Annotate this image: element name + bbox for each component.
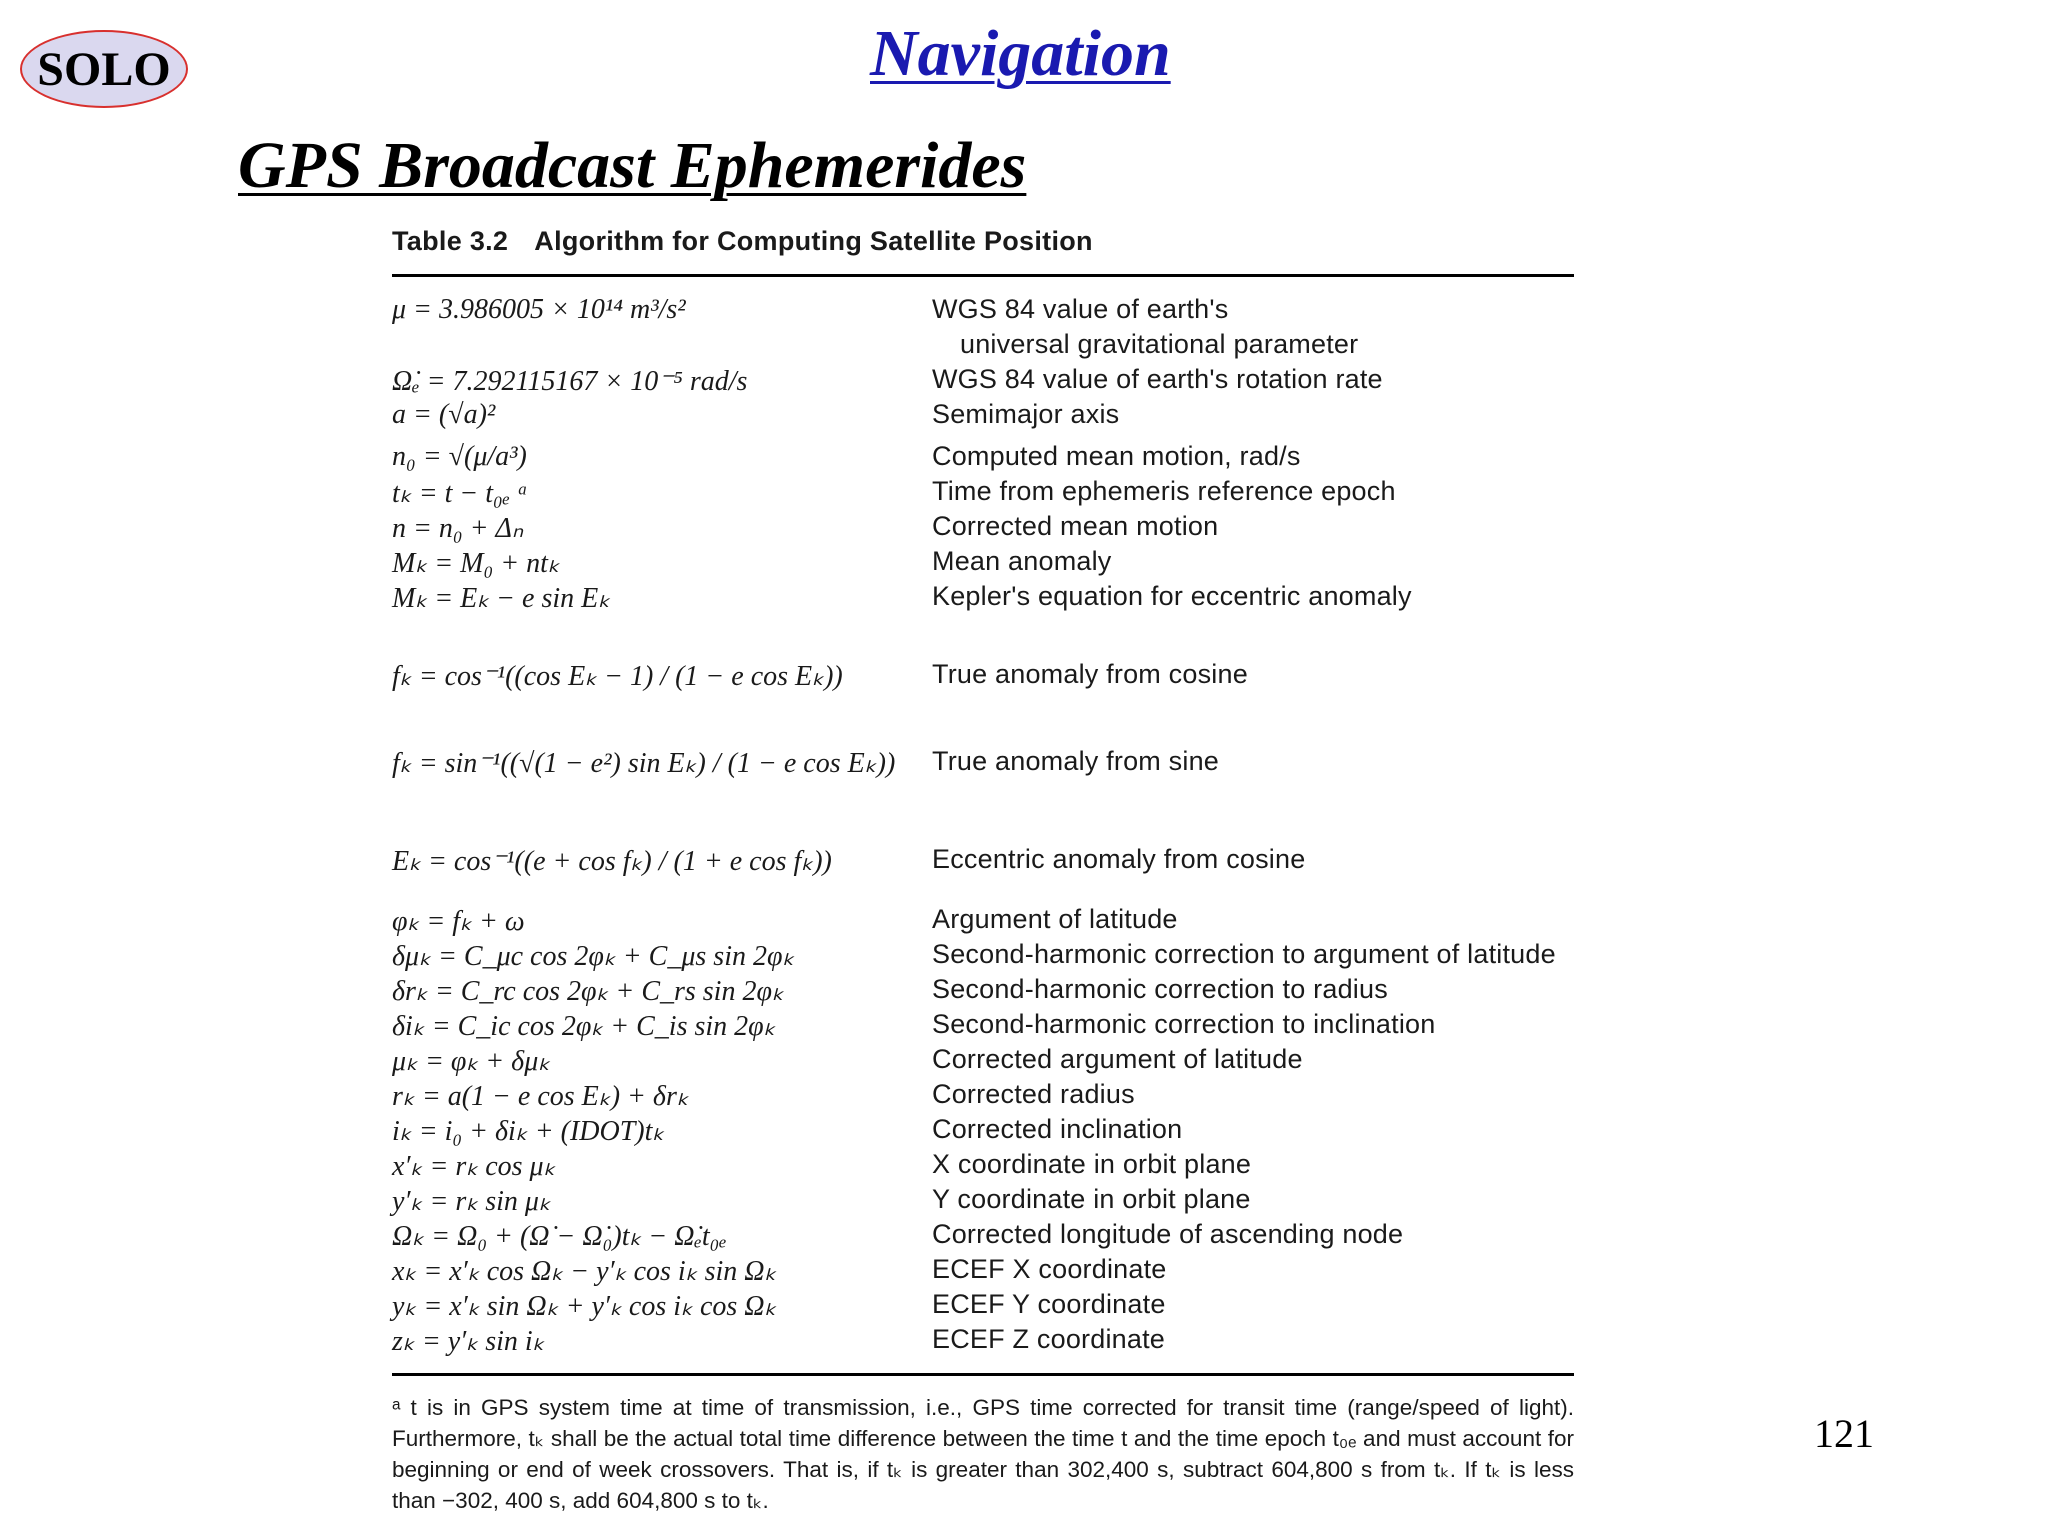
formula-cell: tₖ = t − t₀ₑ ᵃ: [392, 478, 529, 509]
formula-cell: rₖ = a(1 − e cos Eₖ) + δrₖ: [392, 1081, 689, 1112]
description-cell: Corrected longitude of ascending node: [932, 1219, 1404, 1249]
formula-cell: a = (√a)²: [392, 399, 496, 430]
formula-cell: φₖ = fₖ + ω: [392, 906, 525, 937]
table-footnote: ᵃ t is in GPS system time at time of transmission, i.e., GPS time corrected for transit time (range/speed of light). Furthermore, tₖ shall be the actual total time difference between the time t and the time epoch t₀ₑ and must account for beginning or end of week crossovers. That is, if tₖ is greater than 302,400 s, subtract 604,800 s from tₖ. If tₖ is less than −302, 400 s, add 604,800 s to tₖ.: [392, 1395, 1574, 1513]
description-cell: Corrected radius: [932, 1079, 1135, 1109]
description-cell: ECEF Y coordinate: [932, 1289, 1166, 1319]
formula-cell: Mₖ = M₀ + ntₖ: [392, 548, 560, 579]
formula-cell: xₖ = x′ₖ cos Ωₖ − y′ₖ cos iₖ sin Ωₖ: [392, 1256, 777, 1287]
solo-logo-text: SOLO: [37, 42, 171, 96]
formula-cell: μₖ = φₖ + δμₖ: [392, 1046, 551, 1077]
description-cell: X coordinate in orbit plane: [932, 1149, 1252, 1179]
description-cell-continued: universal gravitational parameter: [960, 329, 1359, 359]
table-caption: [392, 226, 1093, 257]
formula-cell: Ω̇ₑ = 7.292115167 × 10⁻⁵ rad/s: [392, 366, 748, 397]
description-cell: WGS 84 value of earth's rotation rate: [932, 364, 1383, 394]
description-cell: Corrected mean motion: [932, 511, 1219, 541]
description-cell: Mean anomaly: [932, 546, 1112, 576]
description-cell: Second-harmonic correction to radius: [932, 974, 1388, 1004]
description-cell: True anomaly from cosine: [932, 659, 1248, 689]
description-cell: ECEF X coordinate: [932, 1254, 1167, 1284]
table-bottom-rule: [392, 1373, 1574, 1376]
description-cell: Corrected inclination: [932, 1114, 1183, 1144]
description-cell: Second-harmonic correction to inclination: [932, 1009, 1436, 1039]
page-number: 121: [1814, 1411, 1874, 1456]
formula-cell: yₖ = x′ₖ sin Ωₖ + y′ₖ cos iₖ cos Ωₖ: [392, 1291, 777, 1322]
table-caption-title: Algorithm for Computing Satellite Position: [534, 226, 1093, 256]
description-cell: True anomaly from sine: [932, 746, 1220, 776]
description-cell: Computed mean motion, rad/s: [932, 441, 1301, 471]
formula-cell: δrₖ = C_rc cos 2φₖ + C_rs sin 2φₖ: [392, 976, 784, 1007]
navigation-title: Navigation: [870, 17, 1171, 90]
formula-cell: fₖ = cos⁻¹((cos Eₖ − 1) / (1 − e cos Eₖ)): [392, 661, 843, 692]
formula-cell: iₖ = i₀ + δiₖ + (IDOT)tₖ: [392, 1116, 665, 1147]
description-cell: Second-harmonic correction to argument of latitude: [932, 939, 1556, 969]
formula-cell: fₖ = sin⁻¹((√(1 − e²) sin Eₖ) / (1 − e cos Eₖ)): [392, 748, 896, 779]
description-cell: Argument of latitude: [932, 904, 1178, 934]
description-cell: WGS 84 value of earth's: [932, 294, 1229, 324]
table-caption-number: Table 3.2: [392, 226, 509, 256]
formula-cell: δiₖ = C_ic cos 2φₖ + C_is sin 2φₖ: [392, 1011, 776, 1042]
description-cell: ECEF Z coordinate: [932, 1324, 1165, 1354]
formula-cell: δμₖ = C_μc cos 2φₖ + C_μs sin 2φₖ: [392, 941, 795, 972]
description-cell: Semimajor axis: [932, 399, 1120, 429]
description-cell: Y coordinate in orbit plane: [932, 1184, 1251, 1214]
description-cell: Corrected argument of latitude: [932, 1044, 1303, 1074]
description-cell: Eccentric anomaly from cosine: [932, 844, 1306, 874]
formula-cell: n = n₀ + Δₙ: [392, 513, 524, 544]
algorithm-table: [392, 224, 1574, 1524]
formula-cell: x′ₖ = rₖ cos μₖ: [392, 1151, 556, 1182]
formula-cell: zₖ = y′ₖ sin iₖ: [392, 1326, 545, 1357]
table-top-rule: [392, 274, 1574, 277]
description-cell: Time from ephemeris reference epoch: [932, 476, 1396, 506]
section-title: GPS Broadcast Ephemerides: [238, 129, 1027, 202]
formula-cell: μ = 3.986005 × 10¹⁴ m³/s²: [392, 294, 686, 325]
solo-logo: [20, 30, 188, 108]
formula-cell: y′ₖ = rₖ sin μₖ: [392, 1186, 551, 1217]
formula-cell: Eₖ = cos⁻¹((e + cos fₖ) / (1 + e cos fₖ)): [392, 846, 832, 877]
formula-cell: n₀ = √(μ/a³): [392, 441, 527, 472]
formula-cell: Ωₖ = Ω₀ + (Ω̇ − Ω̇₀)tₖ − Ω̇ₑt₀ₑ: [392, 1221, 727, 1252]
formula-cell: Mₖ = Eₖ − e sin Eₖ: [392, 583, 611, 614]
description-cell: Kepler's equation for eccentric anomaly: [932, 581, 1412, 611]
